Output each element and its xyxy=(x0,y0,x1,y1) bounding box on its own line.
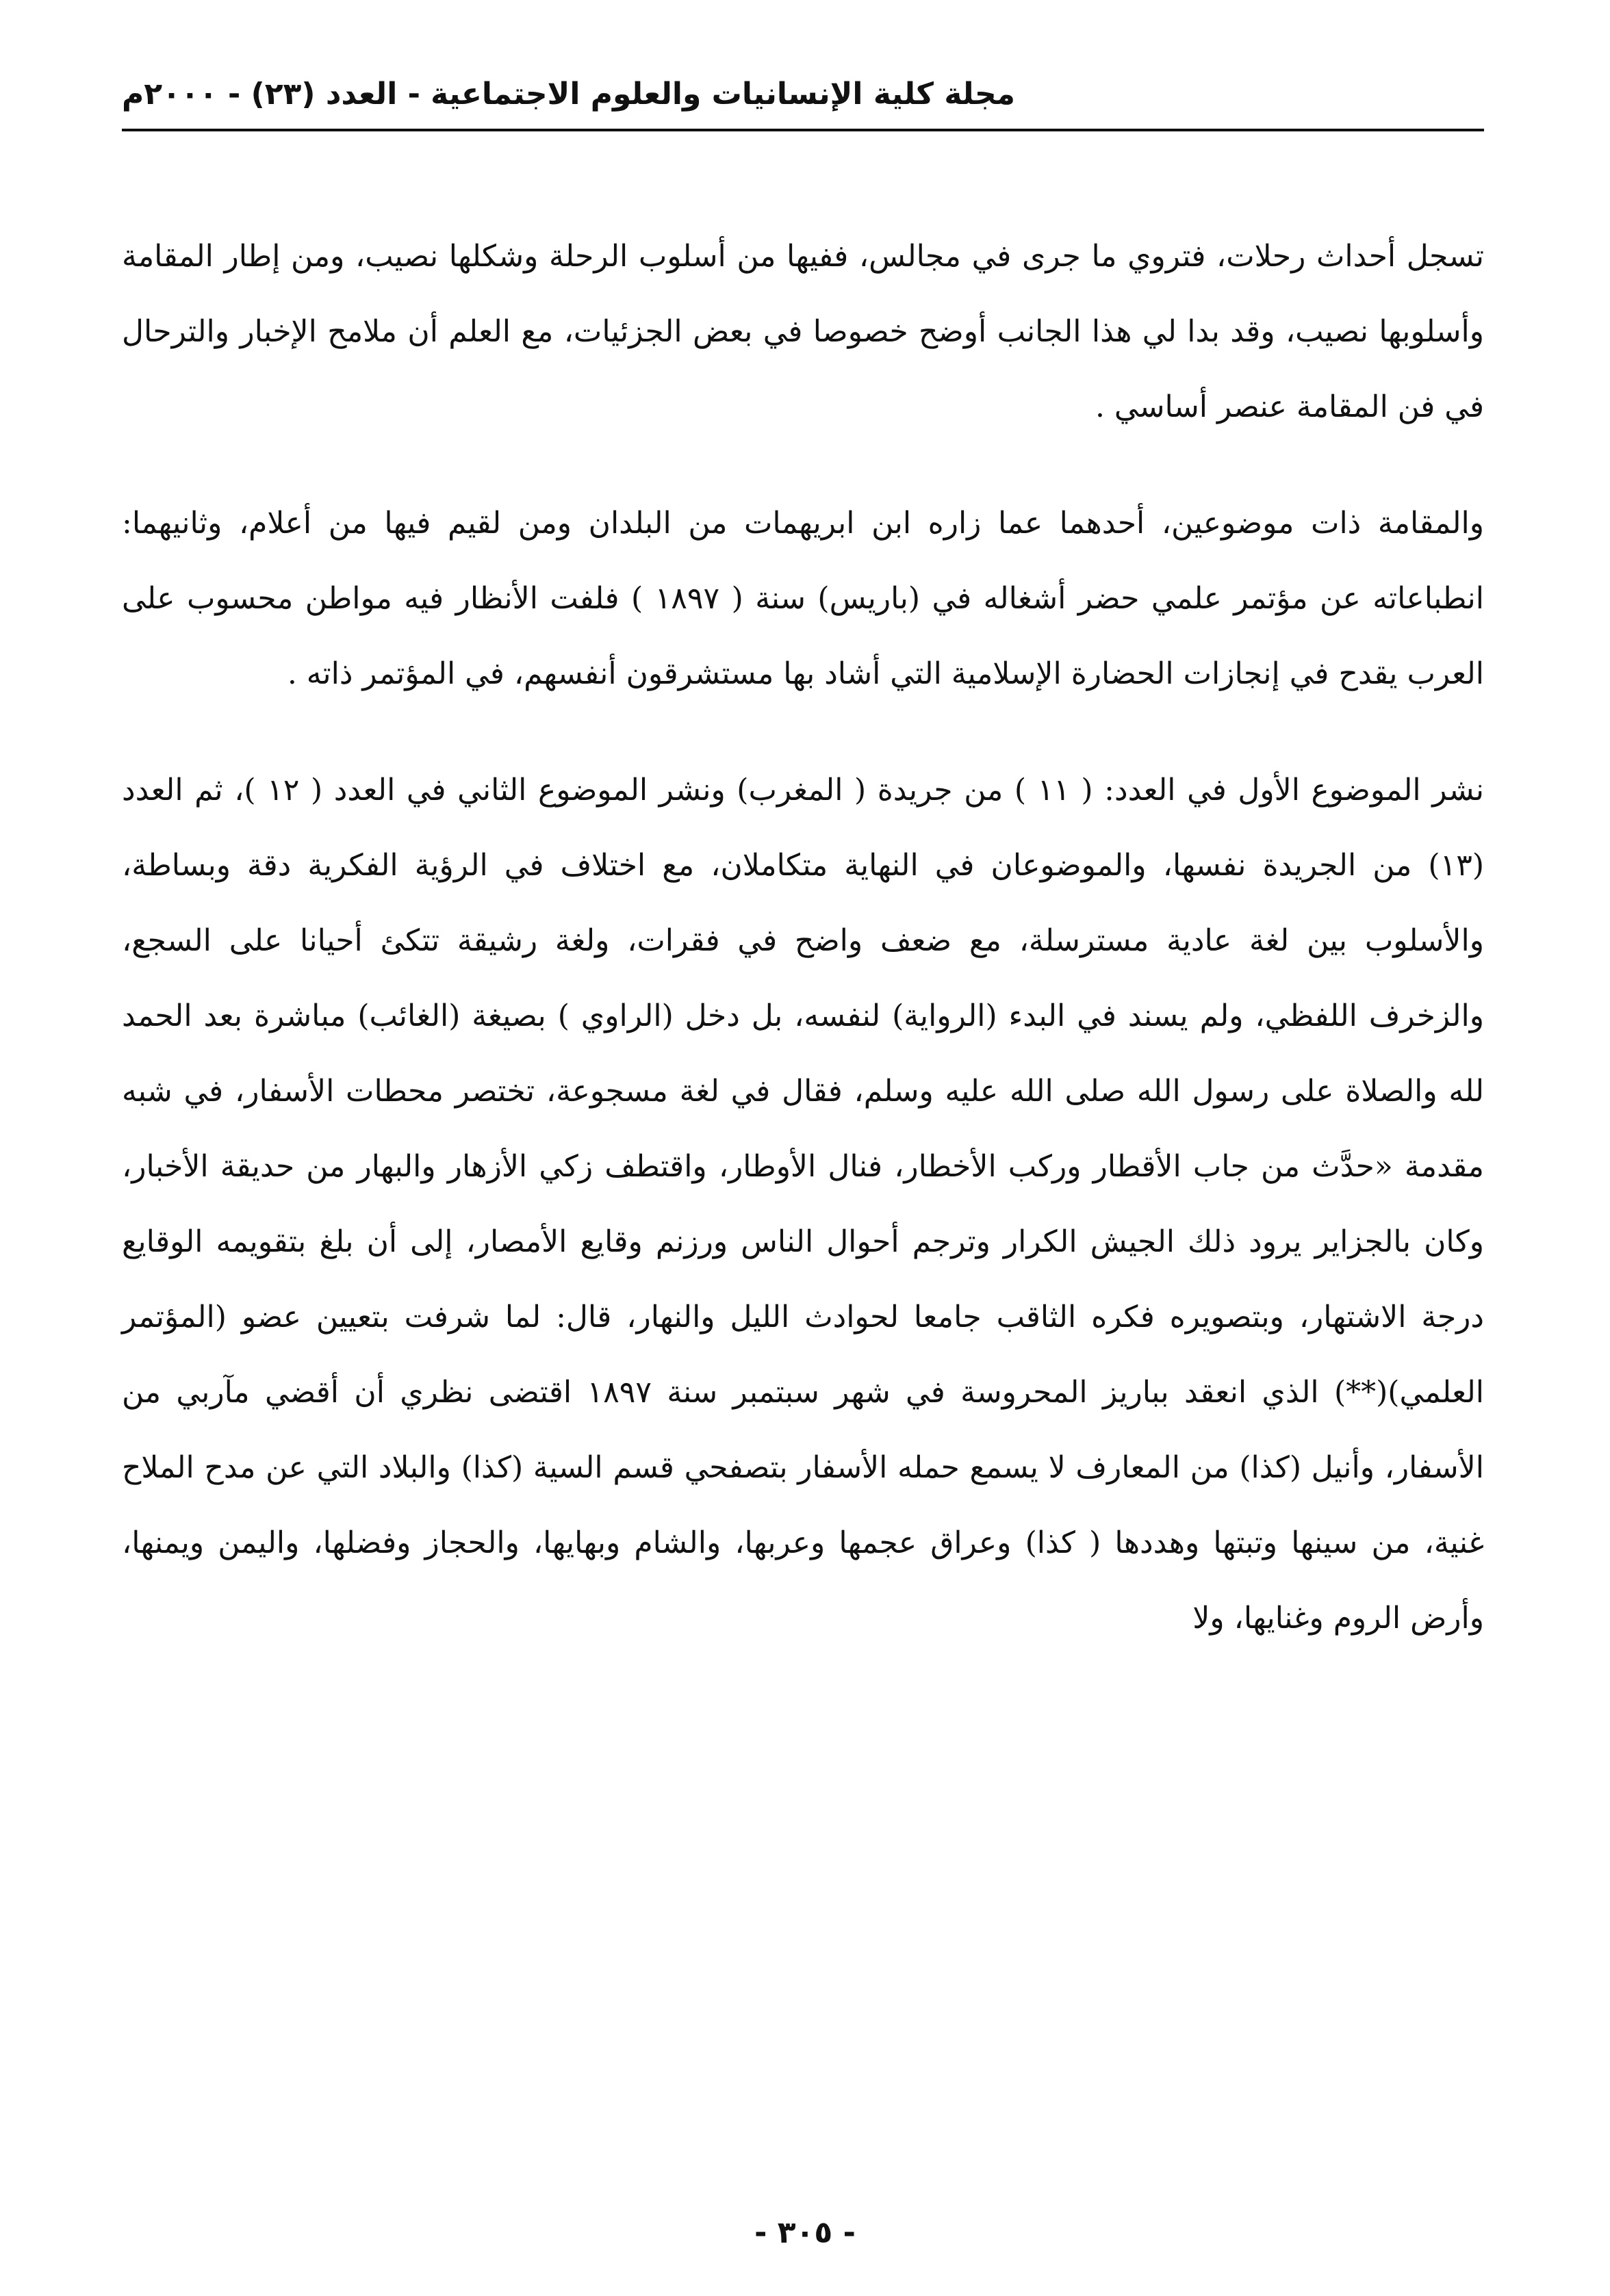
journal-title: مجلة كلية الإنسانيات والعلوم الاجتماعية - العدد (٢٣) - ٢٠٠٠م xyxy=(122,77,1015,112)
paragraph-3: نشر الموضوع الأول في العدد: ( ١١ ) من جريدة ( المغرب) ونشر الموضوع الثاني في العدد ( ١٢ )، ثم العدد (١٣) من الجريدة نفسها، والموضوعان في النهاية متكاملان، مع اختلاف في الرؤية الفكرية دقة وبساطة، والأسلوب بين لغة عادية مسترسلة، مع ضعف واضح في فقرات، ولغة رشيقة تتكئ أحيانا على السجع، والزخرف اللفظي، ولم يسند في البدء (الرواية) لنفسه، بل دخل (الراوي ) بصيغة (الغائب) مباشرة بعد الحمد لله والصلاة على رسول الله صلى الله عليه وسلم، فقال في لغة مسجوعة، تختصر محطات الأسفار، في شبه مقدمة «حدَّث من جاب الأقطار وركب الأخطار، فنال الأوطار، واقتطف زكي الأزهار والبهار من حديقة الأخبار، وكان بالجزاير يرود ذلك الجيش الكرار وترجم أحوال الناس ورزنم وقايع الأمصار، إلى أن بلغ بتقويمه الوقايع درجة الاشتهار، وبتصويره فكره الثاقب جامعا لحوادث الليل والنهار، قال: لما شرفت بتعيين عضو (المؤتمر العلمي)(**) الذي انعقد بباريز المحروسة في شهر سبتمبر سنة ١٨٩٧ اقتضى نظري أن أقضي مآربي من الأسفار، وأنيل (كذا) من المعارف لا يسمع حمله الأسفار بتصفحي قسم السية (كذا) والبلاد التي عن مدح الملاح غنية، من سينها وتبتها وهددها ( كذا) وعراق عجمها وعربها، والشام وبهايها، والحجاز وفضلها، واليمن ويمنها، وأرض الروم وغنايها، ولا xyxy=(122,773,1485,1636)
paragraph-1: تسجل أحداث رحلات، فتروي ما جرى في مجالس، ففيها من أسلوب الرحلة وشكلها نصيب، ومن إطار المقامة وأسلوبها نصيب، وقد بدا لي هذا الجانب أوضح خصوصا في بعض الجزئيات، مع العلم أن ملامح الإخبار والترحال في فن المقامة عنصر أساسي . xyxy=(122,239,1484,424)
body-text xyxy=(122,219,1484,1697)
paragraph-2: والمقامة ذات موضوعين، أحدهما عما زاره ابن ابريهمات من البلدان ومن لقيم فيها من أعلام، وثانيهما: انطباعاته عن مؤتمر علمي حضر أشغاله في (باريس) سنة ( ١٨٩٧ ) فلفت الأنظار فيه مواطن محسوب على العرب يقدح في إنجازات الحضارة الإسلامية التي أشاد بها مستشرقون أنفسهم، في المؤتمر ذاته . xyxy=(122,506,1484,691)
running-header xyxy=(122,75,1472,114)
page-number: - ٣٠٥ - xyxy=(754,2215,856,2250)
header-rule xyxy=(122,129,1484,131)
